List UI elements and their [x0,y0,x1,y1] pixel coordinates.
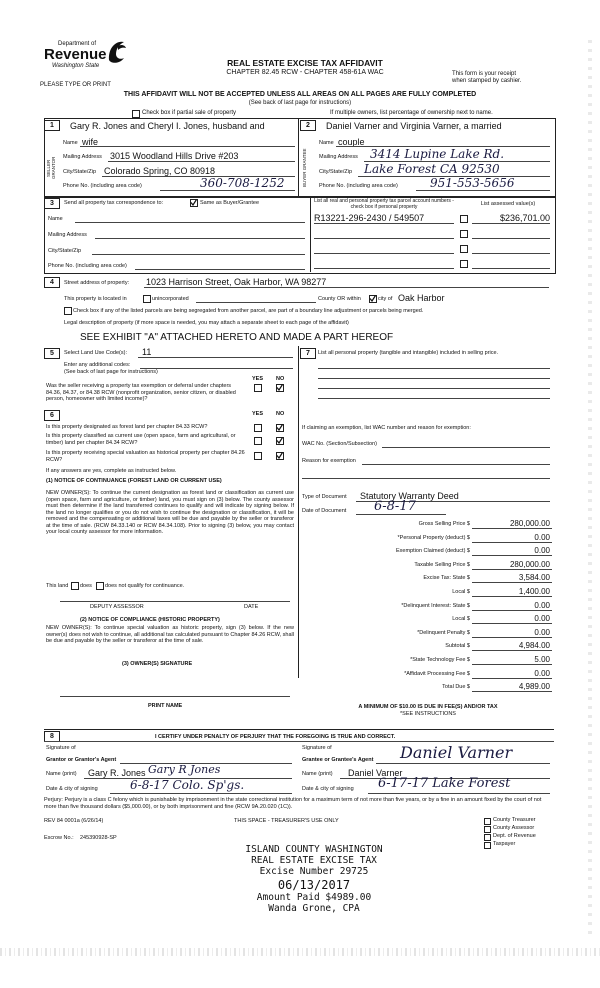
segregated-checkbox[interactable] [64,307,72,315]
buyer-name-label: Name [319,140,334,146]
stamp-line-3: Excise Number 29725 [259,866,369,877]
checkmark-icon [369,295,376,302]
buyer-address-label: Mailing Address [319,154,358,160]
exemption-claim-label: If claiming an exemption, list WAC number and reason for exemption: [302,425,471,431]
escrow-number: 245390928-SP [80,835,117,841]
buyer-side-label: BUYER GRANTEE [302,148,307,188]
grantor-name: Gary R. Jones [88,768,146,778]
within-city-checkbox[interactable] [369,295,377,303]
checkmark-icon [276,452,283,459]
historic-no-checkbox[interactable] [276,452,284,460]
seller-side-label: SELLER GRANTOR [46,156,56,180]
tax-row-label: *Delinquent Penalty $ [417,629,470,636]
seller-name-line2: wife [82,137,99,147]
if-yes-note: If any answers are yes, complete as instructed below. [46,468,177,474]
parcel-number: R13221-296-2430 / 549507 [314,213,425,223]
tax-row-value: 3,584.00 [518,573,550,583]
grantee-signature: Daniel Varner [400,743,513,762]
current-use-no-checkbox[interactable] [276,437,284,445]
property-city: Oak Harbor [398,293,445,303]
checkmark-icon [276,384,283,391]
stamp-line-6: Wanda Grone, CPA [268,903,360,914]
grantor-name-label: Name (print) [46,771,77,777]
does-not-label: does not qualify for continuance. [105,583,185,589]
checkmark-icon [190,199,197,206]
buyer-phone: 951-553-5656 [430,176,515,190]
perjury-text: Perjury: Perjury is a class C felony which is punishable by imprisonment in the state correctional institution for a maximum term of not more than five years, or by a fine in an amount fixed by the court of not more than five thousand dollars ($5,000.00), or by both imprisonment and fine (RCW 9A.20.020 (1C)). [44,797,542,810]
section6-yes-header: YES [252,411,264,417]
land-use-label: Select Land Use Code(s): [64,350,127,356]
scan-noise-bottom [0,948,600,956]
grantor-agent-label: Grantor or Grantor's Agent [46,757,117,763]
grantor-sig-label: Signature of [46,745,76,751]
stamp-line-5: Amount Paid $4989.00 [256,892,372,903]
county-or-within-label: County OR within [318,296,361,302]
tax-row-value: 0.00 [534,546,550,556]
grantor-signature: Gary R Jones [148,763,221,776]
tax-row-label: *Personal Property (deduct) $ [397,534,470,541]
seller-city-label: City/State/Zip [63,169,97,175]
section-4-number: 4 [44,277,60,288]
corr-name-label: Name [48,216,63,222]
revenue-swirl-icon [106,38,128,64]
same-as-buyer-checkbox[interactable] [190,199,198,207]
buyer-name-line1: Daniel Varner and Virginia Varner, a married [326,121,502,131]
tax-row-label: Taxable Selling Price $ [414,561,470,568]
certify-text: I CERTIFY UNDER PENALTY OF PERJURY THAT THE FOREGOING IS TRUE AND CORRECT. [155,734,396,740]
wac-label: WAC No. (Section/Subsection) [302,441,377,447]
personal-property-checkbox-3[interactable] [460,245,468,253]
assessed-header: List assessed value(s) [480,201,536,207]
seller-phone-label: Phone No. (including area code) [63,183,142,189]
rev-number: REV 84 0001a (6/26/14) [44,818,104,824]
stamp-line-4: 06/13/2017 [277,878,351,892]
exemption-no-checkbox[interactable] [276,384,284,392]
tax-row-value: 280,000.00 [509,519,550,528]
land-use-yes-header: YES [252,376,264,382]
stamp-line-1: ISLAND COUNTY WASHINGTON [245,844,383,855]
seller-address: 3015 Woodland Hills Drive #203 [110,151,239,161]
section-8-number: 8 [44,731,60,742]
column-divider [298,346,299,678]
partial-sale-label: Check box if partial sale of property [142,110,237,116]
does-label: does [80,583,92,589]
notice2-text: NEW OWNER(S): To continue special valuation as historic property, sign (3) below. If the new owner(s) does not wish to continue, all additional tax calculated pursuant to Chapter 84.26 RCW, shall be due and payable by the seller or transferor at the time of sale. [46,625,294,644]
section-5-number: 5 [44,348,60,359]
historic-question: Is this property receiving special valuation as historical property per chapter 84.26 RCW? [46,450,245,463]
checkmark-icon [276,424,283,431]
does-qualify-checkbox[interactable] [71,582,79,590]
notice2-title: (2) NOTICE OF COMPLIANCE (HISTORIC PROPERTY) [80,617,220,623]
logo-revenue-text: Revenue [44,46,107,63]
notice1-title: (1) NOTICE OF CONTINUANCE (FOREST LAND OR CURRENT USE) [46,478,222,484]
deputy-date-label: DATE [244,604,259,610]
distribution-label: Taxpayer [493,841,516,847]
same-as-buyer-label: Same as Buyer/Grantee [200,200,260,206]
form-title: REAL ESTATE EXCISE TAX AFFIDAVIT [227,58,383,68]
section-1-number: 1 [44,120,60,131]
grantee-sig-label: Signature of [302,745,332,751]
doc-type: Statutory Warranty Deed [360,491,459,501]
form-warning: THIS AFFIDAVIT WILL NOT BE ACCEPTED UNLESS ALL AREAS ON ALL PAGES ARE FULLY COMPLETED [123,91,477,98]
section-7-number: 7 [300,348,316,359]
tax-row-value: 0.00 [534,614,550,624]
seller-address-label: Mailing Address [63,154,102,160]
corr-phone-label: Phone No. (including area code) [48,263,127,269]
corr-city-label: City/State/Zip [48,248,82,254]
print-name-label: PRINT NAME [148,703,183,709]
buyer-name-line2: couple [338,137,365,147]
grantor-date-city-label: Date & city of signing [46,786,98,792]
land-use-code: 11 [142,347,152,357]
tax-row-value: 280,000.00 [509,559,550,569]
unincorporated-checkbox[interactable] [143,295,151,303]
tax-row-label: Excise Tax: State $ [423,575,470,582]
historic-yes-checkbox[interactable] [254,452,262,460]
minimum-note: A MINIMUM OF $10.00 IS DUE IN FEE(S) AND/OR TAX [358,704,498,710]
current-use-yes-checkbox[interactable] [254,437,262,445]
tax-row-label: Local $ [452,589,470,595]
receipt-note-1: This form is your receipt [452,71,517,77]
tax-row-label: *Delinquent Interest: State $ [401,602,470,609]
doc-type-label: Type of Document [302,494,347,500]
tax-row-label: *Affidavit Processing Fee $ [404,670,470,677]
section-2-number: 2 [300,120,316,131]
receipt-note-2: when stamped by cashier. [452,78,522,84]
owner-signature-title: (3) OWNER(S) SIGNATURE [122,661,193,667]
grantee-name-label: Name (print) [302,771,333,777]
buyer-address: 3414 Lupine Lake Rd. [370,147,505,161]
located-in-label: This property is located in [64,296,127,302]
land-use-no-header: NO [276,376,285,382]
additional-codes-label: Enter any additional codes: [64,362,131,368]
tax-row-value: 4,984.00 [518,641,550,651]
property-street: 1023 Harrison Street, Oak Harbor, WA 98277 [146,277,327,287]
legal-desc-note: Legal description of property (if more space is needed, you may attach a separate sheet to each page of the affidavit) [64,320,349,326]
distribution-checkbox[interactable] [484,826,491,833]
distribution-label: County Treasurer [493,817,536,823]
unincorporated-label: unincorporated [152,296,189,302]
correspondence-label: Send all property tax correspondence to: [64,200,164,206]
grantor-date-city: 6-8-17 Colo. Sp'gs. [130,778,245,792]
personal-property-checkbox-2[interactable] [460,230,468,238]
buyer-city-label: City/State/Zip [319,169,353,175]
tax-row-label: Subtotal $ [445,643,470,650]
tax-row-label: Gross Selling Price $ [418,521,470,527]
see-back-text: (See back of last page for instructions) [248,100,352,106]
tax-row-value: 0.00 [534,532,550,542]
please-type-text: PLEASE TYPE OR PRINT [40,82,111,88]
section-3-number: 3 [44,198,60,209]
tax-row-label: Local $ [452,616,470,623]
tax-row-value: 0.00 [534,627,550,637]
checkmark-icon [276,437,283,444]
forest-no-checkbox[interactable] [276,424,284,432]
distribution-checkbox[interactable] [484,842,491,849]
tax-row-value: 4,989.00 [518,682,550,692]
section6-no-header: NO [276,411,285,417]
grantee-date-city-label: Date & city of signing [302,786,354,792]
tax-row-value: 5.00 [534,655,550,664]
notice1-text: NEW OWNER(S): To continue the current designation as forest land or classification as current use (open space, farm and agriculture, or timber) land, you must sign on (3) below. The county assessor must then determine if the land transferred continues to qualify and will indicate by signing below. If the land no longer qualifies or you do not wish to continue the designation or classification, it will be removed and the compensating or additional taxes will be due and payable by the seller or transferor at the time of sale. (RCW 84.33.140 or RCW 84.34.108). Prior to signing (3) below, you may contact your local county assessor for more information. [46,490,294,535]
additional-codes-note: (See back of last page for instructions) [64,369,158,375]
current-use-question: Is this property classified as current use (open space, farm and agricultural, or timber) land per chapter 84.34 RCW? [46,433,236,446]
assessed-value: $236,701.00 [499,213,550,223]
does-not-qualify-checkbox[interactable] [96,582,104,590]
tax-row-value: 0.00 [534,668,550,678]
personal-property-checkbox-4[interactable] [460,260,468,268]
grantee-agent-label: Grantee or Grantee's Agent [302,757,374,763]
stamp-line-2: REAL ESTATE EXCISE TAX [251,855,377,866]
doc-date-label: Date of Document [302,508,347,514]
forest-land-question: Is this property designated as forest land per chapter 84.33 RCW? [46,424,208,430]
form-chapter: CHAPTER 82.45 RCW - CHAPTER 458-61A WAC [226,69,384,76]
distribution-checkbox[interactable] [484,834,491,841]
see-instructions-note: *SEE INSTRUCTIONS [400,711,456,717]
seller-name-label: Name [63,140,78,146]
exemption-yes-checkbox[interactable] [254,384,262,392]
treasurer-space-label: THIS SPACE - TREASURER'S USE ONLY [234,818,339,824]
logo-state-text: Washington State [52,63,100,69]
tax-row-label: Exemption Claimed (deduct) $ [396,548,470,555]
street-label: Street address of property: [64,280,130,286]
forest-yes-checkbox[interactable] [254,424,262,432]
grantee-date-city: 6-17-17 Lake Forest [378,776,511,791]
tax-row-value: 1,400.00 [518,587,550,596]
exhibit-text: SEE EXHIBIT "A" ATTACHED HERETO AND MADE A PART HEREOF [80,332,394,343]
doc-date: 6-8-17 [374,499,416,514]
partial-sale-checkbox[interactable] [132,110,140,118]
tax-row-value: 0.00 [534,600,550,610]
logo-dept-text: Department of [58,41,97,47]
land-does-label: This land [46,583,69,589]
exemption-question: Was the seller receiving a property tax exemption or deferral under chapters 84.36, 84.37, or 84.38 RCW (nonprofit organization, senior citizen, or disabled person, homeowner with limited income)? [46,383,236,402]
buyer-city: Lake Forest CA 92530 [364,162,500,176]
acct-header: List all real and personal property tax parcel account numbers - check box if personal property [314,198,454,210]
grantee-name: Daniel Varner [348,768,403,778]
section-6-number: 6 [44,410,60,421]
distribution-checkbox[interactable] [484,818,491,825]
escrow-label: Escrow No.: [44,835,74,841]
scan-noise-right [588,40,592,940]
seller-city: Colorado Spring, CO 80918 [104,166,216,176]
dor-logo [40,38,130,74]
seller-name-line1: Gary R. Jones and Cheryl I. Jones, husband and [70,121,265,131]
personal-property-checkbox-1[interactable] [460,215,468,223]
segregated-note: Check box if any of the listed parcels are being segregated from another parcel, are part of a boundary line adjustment or parcels being merged. [73,308,424,314]
corr-address-label: Mailing Address [48,232,87,238]
section7-label: List all personal property (tangible and intangible) included in selling price. [318,350,499,356]
deputy-assessor-label: DEPUTY ASSESSOR [90,604,144,610]
tax-row-label: Total Due $ [442,684,470,691]
reason-label: Reason for exemption [302,458,356,464]
city-of-label: city of [378,296,393,302]
multiple-owners-note: If multiple owners, list percentage of ownership next to name. [330,110,493,116]
distribution-label: Dept. of Revenue [493,833,536,839]
buyer-phone-label: Phone No. (including area code) [319,183,398,189]
tax-row-label: *State Technology Fee $ [410,657,470,663]
seller-phone: 360-708-1252 [200,176,285,190]
distribution-label: County Assessor [493,825,535,831]
